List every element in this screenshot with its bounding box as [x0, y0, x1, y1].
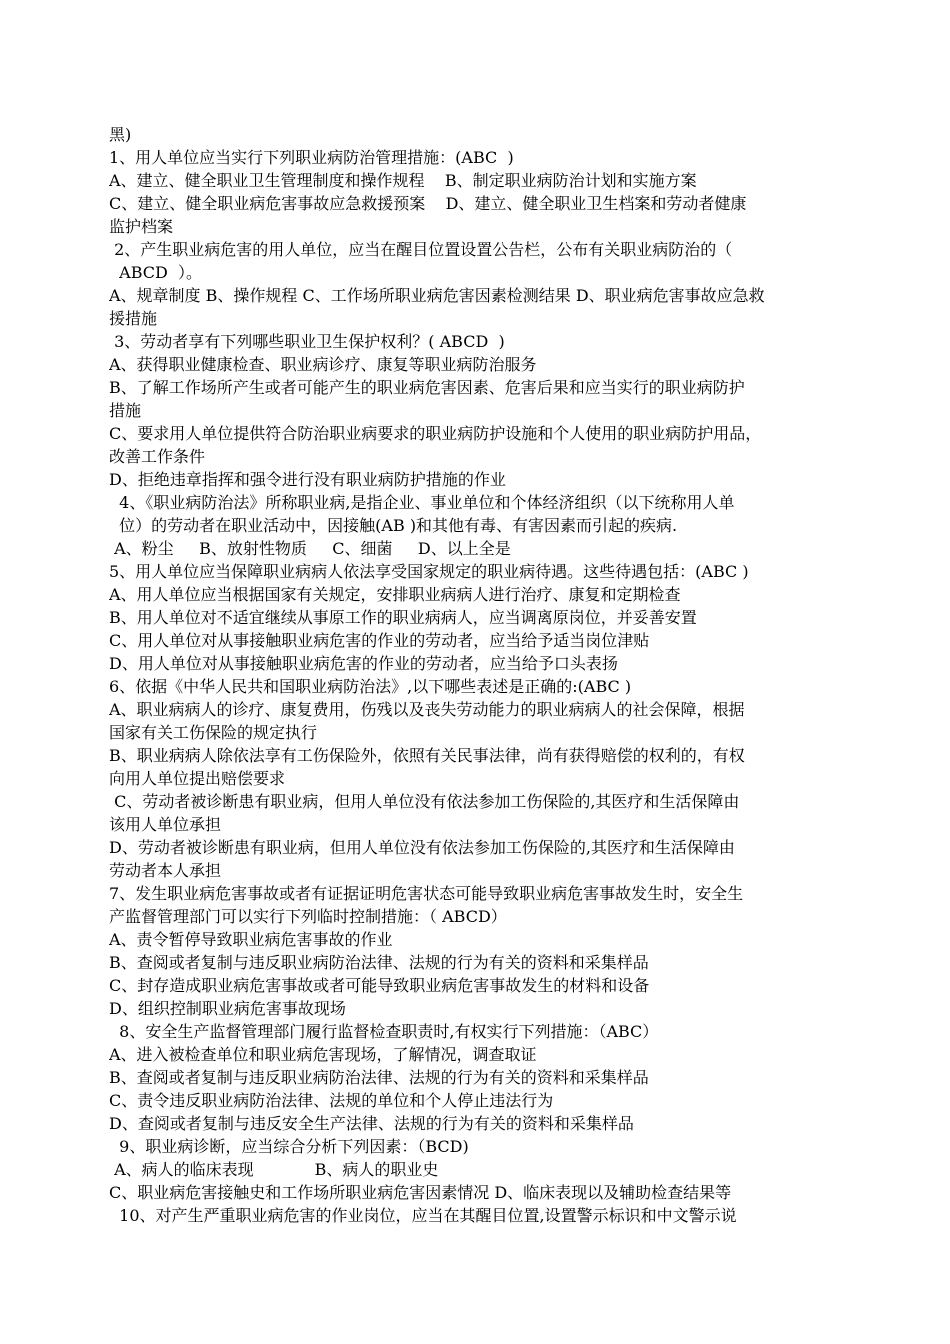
text-line: 措施	[109, 401, 142, 420]
text-line: C、责令违反职业病防治法律、法规的单位和个人停止违法行为	[109, 1091, 554, 1110]
text-line: B、用人单位对不适宜继续从事原工作的职业病病人，应当调离原岗位，并妥善安置	[109, 608, 697, 627]
text-line: A、规章制度 B、操作规程 C、工作场所职业病危害因素检测结果 D、职业病危害事故应急救	[109, 286, 765, 305]
text-line: 5、用人单位应当保障职业病病人依法享受国家规定的职业病待遇。这些待遇包括：(ABC )	[109, 562, 749, 581]
text-line: C、封存造成职业病危害事故或者可能导致职业病危害事故发生的材料和设备	[109, 976, 650, 995]
text-line: B、查阅或者复制与违反职业病防治法律、法规的行为有关的资料和采集样品	[109, 1068, 649, 1087]
text-line: 8、安全生产监督管理部门履行监督检查职责时,有权实行下列措施：（ABC）	[109, 1022, 659, 1041]
text-line: D、用人单位对从事接触职业病危害的作业的劳动者，应当给予口头表扬	[109, 654, 618, 673]
text-line: 改善工作条件	[109, 447, 206, 466]
text-line: 援措施	[109, 309, 158, 328]
text-line: ABCD ）。	[109, 263, 203, 282]
text-line: 黑)	[109, 125, 132, 144]
text-line: D、劳动者被诊断患有职业病，但用人单位没有依法参加工伤保险的,其医疗和生活保障由	[109, 838, 735, 857]
text-line: 该用人单位承担	[109, 815, 222, 834]
text-line: 劳动者本人承担	[109, 861, 222, 880]
text-line: 产监督管理部门可以实行下列临时控制措施：（ ABCD）	[109, 907, 507, 926]
text-line: 3、劳动者享有下列哪些职业卫生保护权利？( ABCD )	[109, 332, 505, 351]
text-line: 2、产生职业病危害的用人单位，应当在醒目位置设置公告栏，公布有关职业病防治的（	[109, 240, 733, 259]
text-line: 7、发生职业病危害事故或者有证据证明危害状态可能导致职业病危害事故发生时，安全生	[109, 884, 744, 903]
text-line: 4、《职业病防治法》所称职业病,是指企业、事业单位和个体经济组织（以下统称用人单	[109, 493, 735, 512]
text-line: 9、职业病诊断，应当综合分析下列因素：（BCD)	[109, 1137, 469, 1156]
text-line: D、查阅或者复制与违反安全生产法律、法规的行为有关的资料和采集样品	[109, 1114, 634, 1133]
text-line: A、职业病病人的诊疗、康复费用，伤残以及丧失劳动能力的职业病病人的社会保障，根据	[109, 700, 745, 719]
text-line: A、进入被检查单位和职业病危害现场，了解情况，调查取证	[109, 1045, 537, 1064]
text-line: 1、用人单位应当实行下列职业病防治管理措施：(ABC )	[109, 148, 514, 167]
text-line: C、建立、健全职业病危害事故应急救援预案 D、建立、健全职业卫生档案和劳动者健康	[109, 194, 747, 213]
text-line: C、用人单位对从事接触职业病危害的作业的劳动者，应当给予适当岗位津贴	[109, 631, 650, 650]
text-line: A、粉尘 B、放射性物质 C、细菌 D、以上全是	[109, 539, 511, 558]
text-line: A、获得职业健康检查、职业病诊疗、康复等职业病防治服务	[109, 355, 537, 374]
text-line: A、病人的临床表现 B、病人的职业史	[109, 1160, 439, 1179]
text-line: D、组织控制职业病危害事故现场	[109, 999, 346, 1018]
text-line: A、责令暂停导致职业病危害事故的作业	[109, 930, 393, 949]
text-line: B、职业病病人除依法享有工伤保险外，依照有关民事法律，尚有获得赔偿的权利的，有权	[109, 746, 745, 765]
text-line: 国家有关工伤保险的规定执行	[109, 723, 318, 742]
text-line: D、拒绝违章指挥和强令进行没有职业病防护措施的作业	[109, 470, 506, 489]
text-line: 6、依据《中华人民共和国职业病防治法》,以下哪些表述是正确的:(ABC )	[109, 677, 632, 696]
text-line: C、职业病危害接触史和工作场所职业病危害因素情况 D、临床表现以及辅助检查结果等	[109, 1183, 732, 1202]
text-line: 监护档案	[109, 217, 174, 236]
text-line: 位）的劳动者在职业活动中，因接触(AB )和其他有毒、有害因素而引起的疾病.	[109, 516, 678, 535]
text-line: A、建立、健全职业卫生管理制度和操作规程 B、制定职业病防治计划和实施方案	[109, 171, 697, 190]
text-line: 10、对产生严重职业病危害的作业岗位，应当在其醒目位置,设置警示标识和中文警示说	[109, 1206, 737, 1225]
text-line: B、了解工作场所产生或者可能产生的职业病危害因素、危害后果和应当实行的职业病防护	[109, 378, 745, 397]
text-line: A、用人单位应当根据国家有关规定，安排职业病病人进行治疗、康复和定期检查	[109, 585, 681, 604]
text-line: 向用人单位提出赔偿要求	[109, 769, 286, 788]
text-line: B、查阅或者复制与违反职业病防治法律、法规的行为有关的资料和采集样品	[109, 953, 649, 972]
text-line: C、要求用人单位提供符合防治职业病要求的职业病防护设施和个人使用的职业病防护用品，	[109, 424, 762, 443]
document-body	[109, 123, 869, 1227]
text-line: C、劳动者被诊断患有职业病，但用人单位没有依法参加工伤保险的,其医疗和生活保障由	[109, 792, 740, 811]
